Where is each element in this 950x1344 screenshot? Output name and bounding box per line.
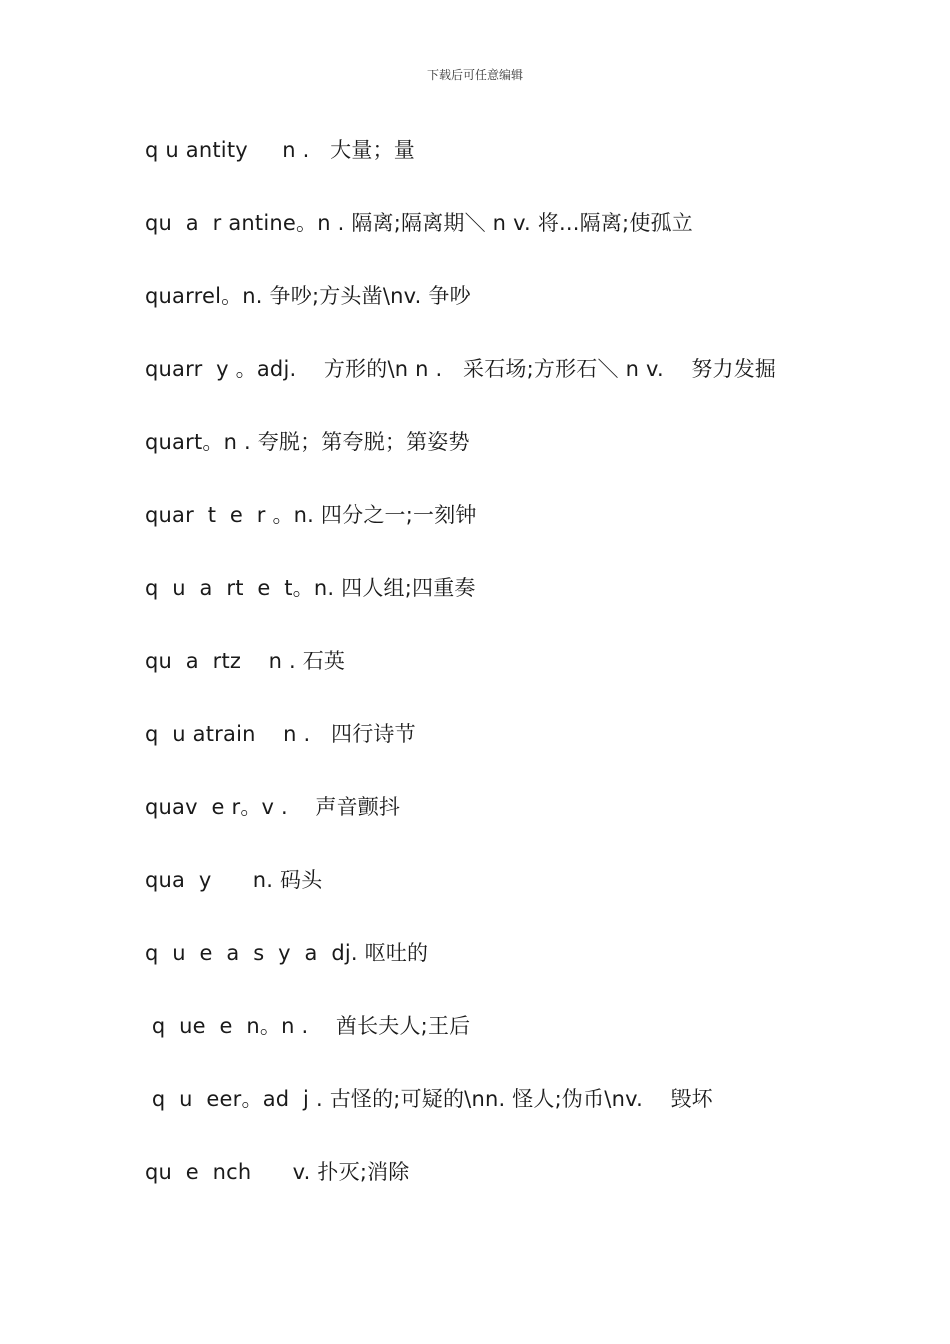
vocab-entry-quarantine: qu a r antine。n . 隔离;隔离期＼ n v. 将...隔离;使孤立 [145, 211, 693, 235]
vocab-entry-quay: qua y n. 码头 [145, 868, 323, 892]
page-header: 下载后可任意编辑 [426, 68, 523, 82]
vocabulary-list [145, 134, 905, 1229]
vocab-entry-quantity: q u antity n . 大量；量 [145, 138, 415, 162]
vocab-entry-quartz: qu a rtz n . 石英 [145, 649, 346, 673]
vocab-entry-queer: q u eer。ad j . 古怪的;可疑的\nn. 怪人;伪币\nv. 毁坏 [145, 1087, 713, 1111]
vocab-entry-quartet: q u a rt e t。n. 四人组;四重奏 [145, 576, 476, 600]
vocab-entry-queen: q ue e n。n . 酋长夫人;王后 [145, 1014, 471, 1038]
vocab-entry-quart: quart。n . 夸脱；第夸脱；第姿势 [145, 430, 470, 454]
vocab-entry-queasy: q u e a s y a dj. 呕吐的 [145, 941, 429, 965]
vocab-entry-quarrel: quarrel。n. 争吵;方头凿\nv. 争吵 [145, 284, 471, 308]
vocab-entry-quatrain: q u atrain n . 四行诗节 [145, 722, 416, 746]
vocab-entry-quarry: quarr y 。adj. 方形的\n n . 采石场;方形石＼ n v. 努力发掘 [145, 357, 777, 381]
vocab-entry-quaver: quav e r。v . 声音颤抖 [145, 795, 401, 819]
vocab-entry-quarter: quar t e r 。n. 四分之一;一刻钟 [145, 503, 477, 527]
vocab-entry-quench: qu e nch v. 扑灭;消除 [145, 1160, 410, 1184]
